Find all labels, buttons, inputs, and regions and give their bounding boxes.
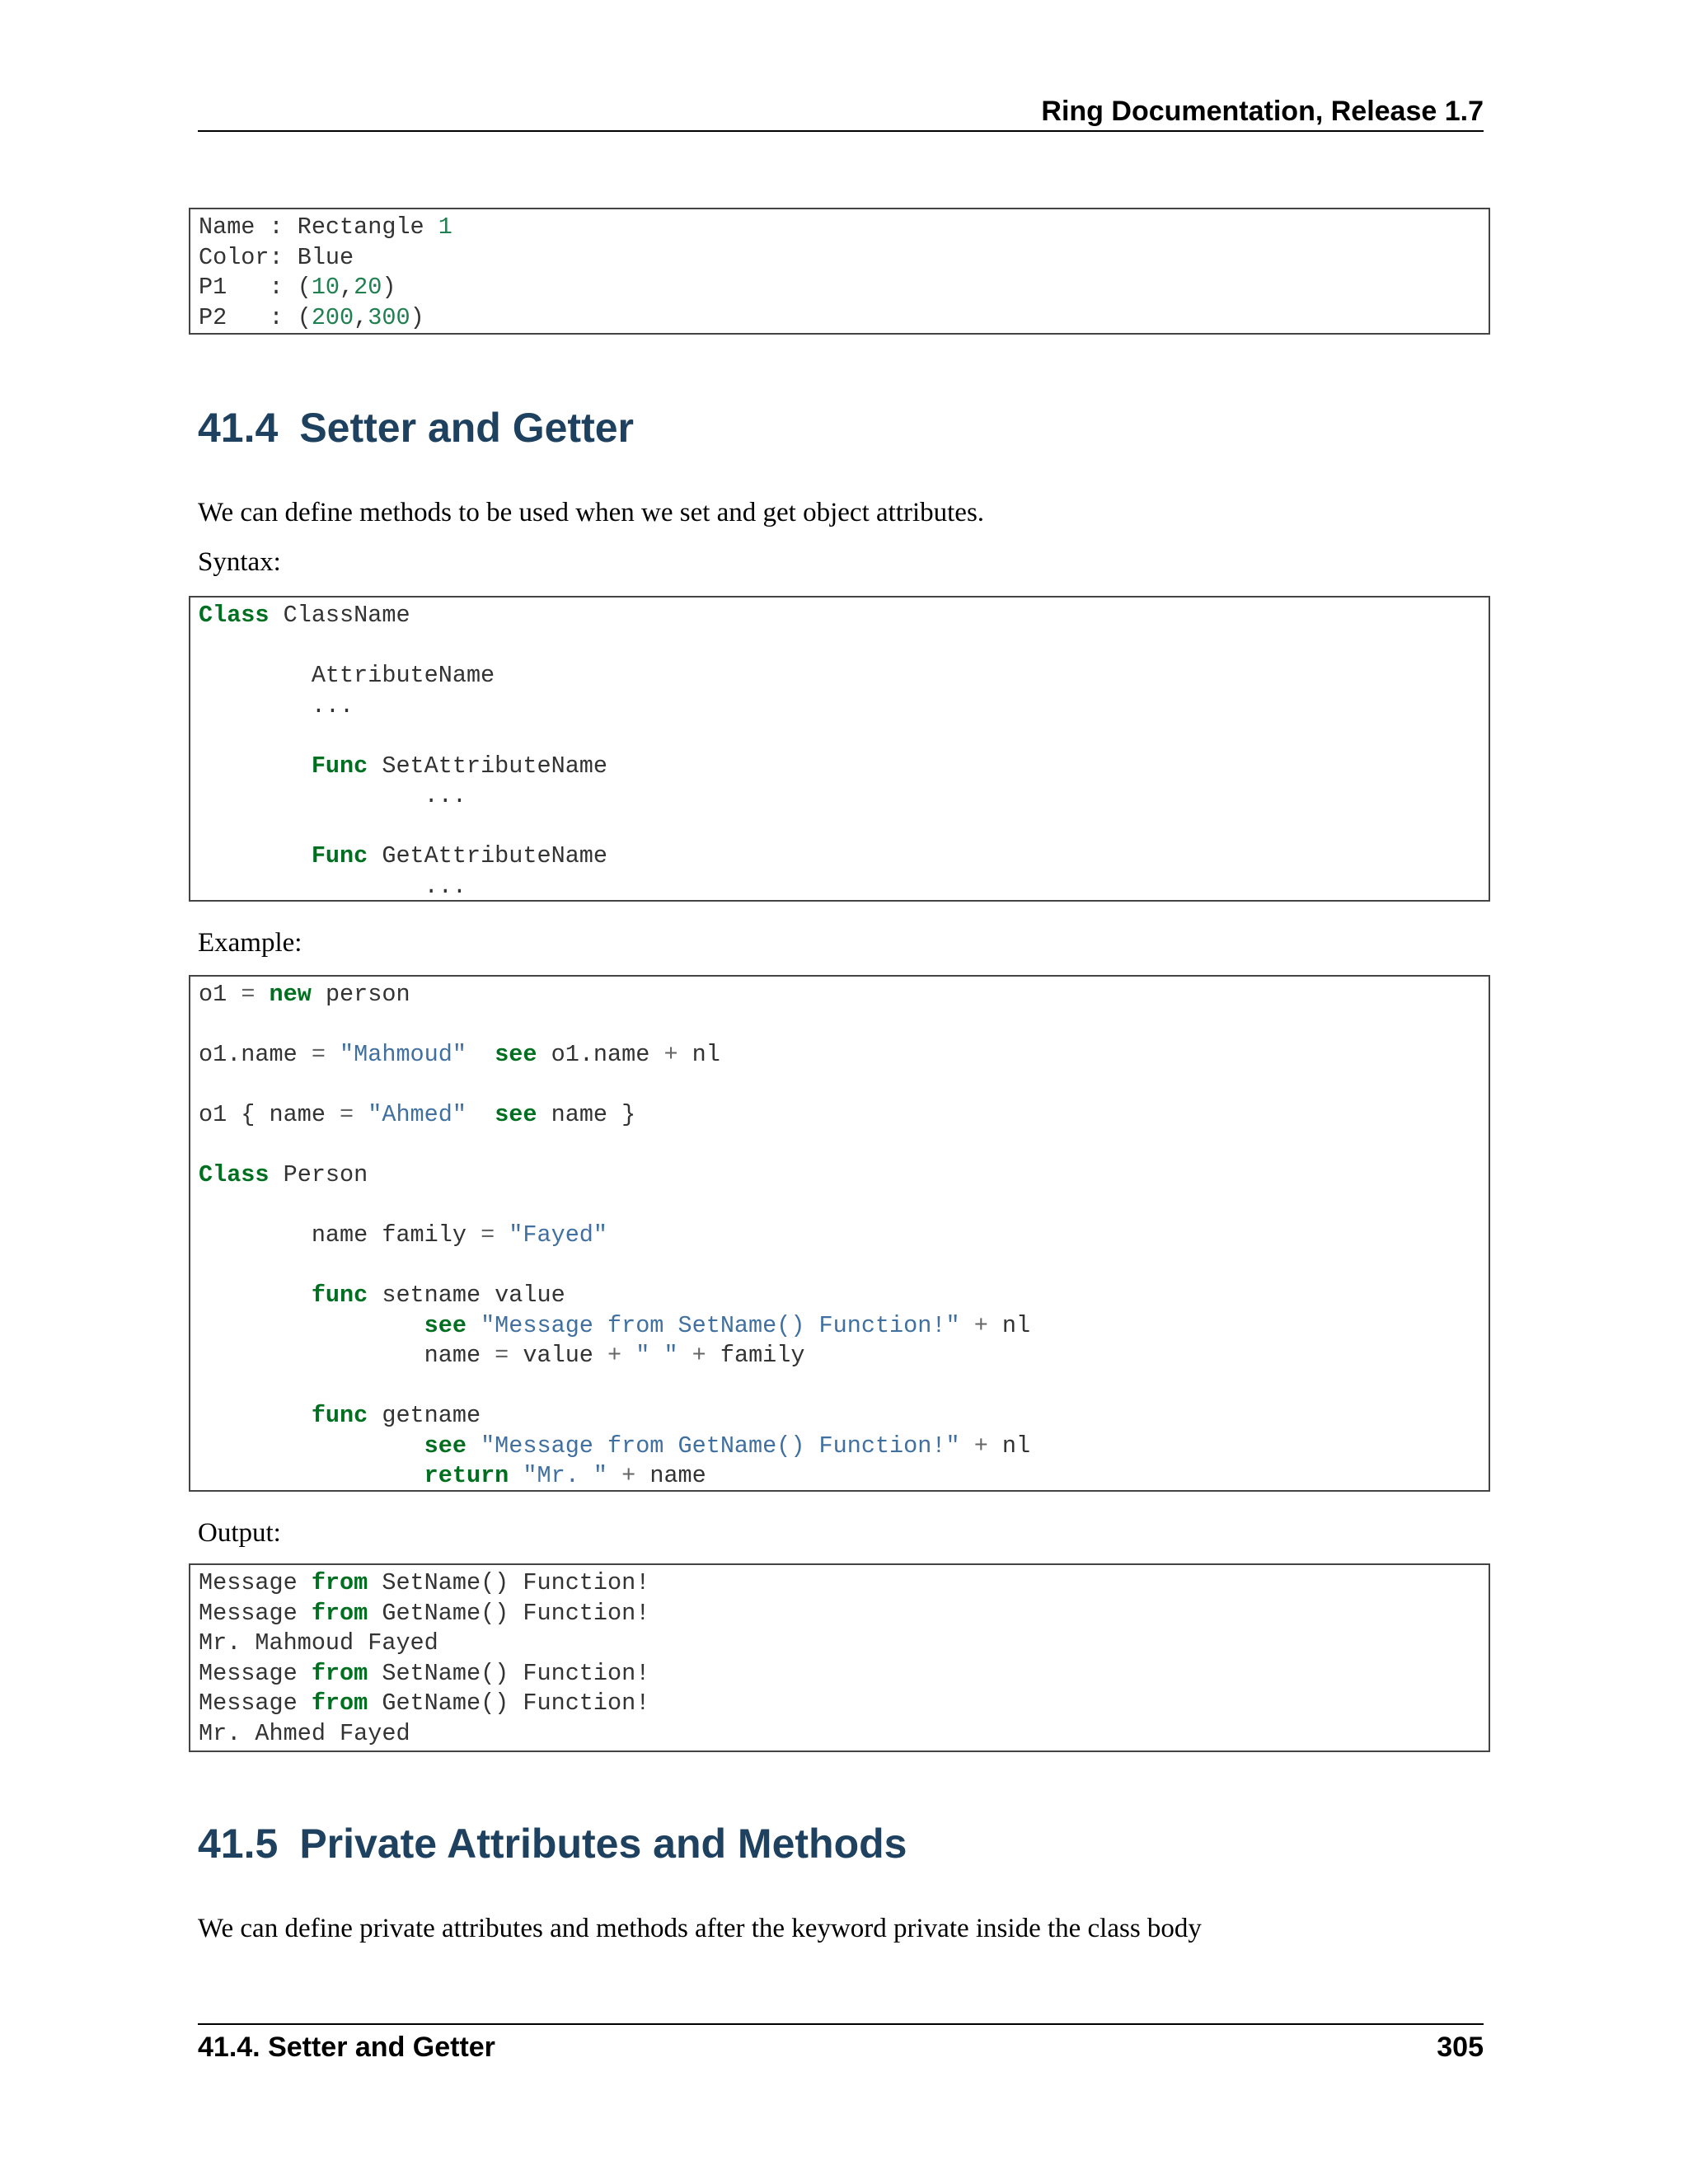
page-number: 305: [1437, 2032, 1484, 2063]
code-token: "Message from SetName() Function!": [481, 1311, 960, 1339]
section-heading-41-5: [198, 1819, 907, 1868]
code-line: [199, 661, 1480, 691]
code-block-output: [189, 1563, 1490, 1752]
code-token: Person: [269, 1161, 368, 1188]
code-token: [509, 1462, 523, 1489]
code-line: [199, 1071, 1480, 1101]
code-token: +: [973, 1432, 988, 1460]
code-token: o1: [199, 981, 241, 1008]
code-token: [199, 1432, 424, 1460]
code-token: family: [706, 1342, 805, 1369]
section-number: 41.5: [198, 1821, 279, 1867]
code-token: ,: [340, 274, 354, 301]
code-token: "Fayed": [509, 1221, 608, 1249]
code-token: ): [382, 274, 396, 301]
output-label: Output:: [198, 1518, 281, 1548]
code-token: Func: [311, 842, 368, 869]
code-token: see: [424, 1432, 467, 1460]
code-token: nl: [987, 1311, 1031, 1339]
code-token: [199, 842, 312, 869]
section-title: Setter and Getter: [299, 405, 634, 451]
code-line: [199, 980, 1480, 1010]
private-paragraph: We can define private attributes and methods after the keyword private inside the class body: [198, 1914, 1202, 1943]
code-token: ,: [354, 303, 368, 331]
intro-paragraph: We can define methods to be used when we set and get object attributes.: [198, 498, 985, 527]
code-token: person: [311, 981, 410, 1008]
code-token: Message: [199, 1659, 312, 1687]
code-line: [199, 721, 1480, 752]
code-token: GetName() Function!: [368, 1599, 650, 1627]
code-token: setname value: [368, 1282, 565, 1309]
code-token: Class: [199, 602, 270, 629]
code-token: [960, 1432, 974, 1460]
code-line: [199, 812, 1480, 842]
code-token: SetName() Function!: [368, 1659, 650, 1687]
code-token: from: [311, 1599, 368, 1627]
code-line: [199, 213, 1480, 243]
code-line: [199, 1251, 1480, 1282]
code-token: see: [424, 1311, 467, 1339]
code-token: "Message from GetName() Function!": [481, 1432, 960, 1460]
code-token: "Ahmed": [368, 1101, 467, 1128]
code-token: +: [607, 1342, 622, 1369]
code-line: [199, 631, 1480, 662]
code-token: Class: [199, 1161, 270, 1188]
code-token: Func: [311, 752, 368, 780]
code-token: [199, 1402, 312, 1429]
code-token: getname: [368, 1402, 481, 1429]
code-token: o1.name: [199, 1041, 312, 1068]
code-token: Color: Blue: [199, 243, 354, 271]
code-line: [199, 1100, 1480, 1131]
footer-section-title: 41.4. Setter and Getter: [198, 2032, 495, 2063]
code-token: ): [410, 303, 424, 331]
code-token: Message: [199, 1569, 312, 1596]
code-token: +: [973, 1311, 988, 1339]
code-token: SetName() Function!: [368, 1569, 650, 1596]
code-line: [199, 1401, 1480, 1432]
code-token: [199, 752, 312, 780]
code-token: =: [495, 1342, 509, 1369]
code-line: [199, 1160, 1480, 1191]
code-token: 200: [311, 303, 354, 331]
code-line: [199, 273, 1480, 303]
code-token: nl: [678, 1041, 720, 1068]
code-line: [199, 1371, 1480, 1402]
code-token: see: [495, 1101, 537, 1128]
code-token: [960, 1312, 974, 1339]
code-line: [199, 1461, 1480, 1492]
code-token: [255, 981, 269, 1008]
code-token: name: [635, 1462, 706, 1489]
code-line: [199, 1311, 1480, 1342]
section-heading-41-4: [198, 403, 634, 452]
code-token: from: [311, 1690, 368, 1717]
code-token: Message: [199, 1690, 312, 1717]
code-token: +: [621, 1462, 636, 1489]
code-token: GetName() Function!: [368, 1690, 650, 1717]
code-token: [467, 1312, 481, 1339]
code-block-example: [189, 975, 1490, 1492]
code-line: [199, 841, 1480, 872]
code-token: +: [692, 1342, 706, 1369]
code-token: GetAttributeName: [368, 842, 607, 869]
code-token: o1 { name: [199, 1101, 340, 1128]
code-token: name family: [199, 1221, 481, 1249]
code-line: [199, 1131, 1480, 1161]
code-token: " ": [635, 1342, 678, 1369]
code-token: from: [311, 1569, 368, 1596]
code-token: [495, 1221, 509, 1249]
code-token: [326, 1041, 340, 1068]
code-token: ClassName: [269, 602, 410, 629]
code-token: [199, 1462, 424, 1489]
code-line: [199, 1719, 1480, 1750]
code-line: [199, 1599, 1480, 1629]
code-token: +: [663, 1041, 678, 1068]
code-token: 300: [368, 303, 410, 331]
code-token: [354, 1101, 368, 1128]
section-title: Private Attributes and Methods: [299, 1821, 907, 1867]
code-line: [199, 1629, 1480, 1659]
code-token: ...: [199, 782, 467, 809]
code-line: [199, 1659, 1480, 1690]
code-line: [199, 1221, 1480, 1251]
code-token: o1.name: [537, 1041, 664, 1068]
code-token: func: [311, 1402, 368, 1429]
code-token: ...: [199, 872, 467, 900]
code-line: [199, 1281, 1480, 1311]
code-line: [199, 1568, 1480, 1599]
code-token: Mr. Ahmed Fayed: [199, 1719, 410, 1747]
code-token: [621, 1342, 635, 1369]
code-token: P2 : (: [199, 303, 312, 331]
running-footer: [198, 2023, 1484, 2064]
syntax-label: Syntax:: [198, 547, 281, 577]
example-label: Example:: [198, 928, 302, 958]
code-token: P1 : (: [199, 274, 312, 301]
code-token: func: [311, 1282, 368, 1309]
code-token: Name : Rectangle: [199, 213, 438, 241]
code-token: [199, 1312, 424, 1339]
code-line: [199, 691, 1480, 722]
code-line: [199, 1341, 1480, 1371]
code-token: =: [241, 981, 256, 1008]
code-token: see: [495, 1041, 537, 1068]
code-token: new: [269, 981, 312, 1008]
code-block-output-rectangle: [189, 208, 1490, 335]
code-token: [199, 1282, 312, 1309]
code-token: "Mr. ": [523, 1462, 608, 1489]
code-line: [199, 243, 1480, 274]
code-token: name: [199, 1342, 495, 1369]
code-token: name }: [537, 1101, 636, 1128]
code-token: from: [311, 1659, 368, 1687]
code-token: ...: [199, 691, 354, 719]
code-token: [467, 1041, 495, 1068]
code-line: [199, 1010, 1480, 1041]
code-token: [467, 1432, 481, 1460]
code-token: 20: [354, 274, 382, 301]
code-token: [467, 1101, 495, 1128]
running-header: Ring Documentation, Release 1.7: [198, 92, 1484, 132]
code-token: Mr. Mahmoud Fayed: [199, 1629, 438, 1657]
code-line: [199, 303, 1480, 334]
code-token: AttributeName: [199, 662, 495, 689]
code-token: [607, 1462, 621, 1489]
code-token: value: [509, 1342, 608, 1369]
code-token: Message: [199, 1599, 312, 1627]
code-line: [199, 1191, 1480, 1221]
code-token: =: [311, 1041, 326, 1068]
code-token: nl: [987, 1432, 1031, 1460]
code-token: SetAttributeName: [368, 752, 607, 780]
code-line: [199, 781, 1480, 812]
code-line: [199, 752, 1480, 782]
code-line: [199, 1432, 1480, 1462]
code-token: =: [481, 1221, 495, 1249]
code-token: [678, 1342, 692, 1369]
code-token: 1: [438, 213, 452, 241]
code-token: =: [340, 1101, 354, 1128]
section-number: 41.4: [198, 405, 279, 451]
code-block-syntax: [189, 596, 1490, 902]
code-line: [199, 601, 1480, 631]
code-line: [199, 1689, 1480, 1719]
code-token: 10: [311, 274, 340, 301]
code-line: [199, 872, 1480, 902]
code-token: "Mahmoud": [340, 1041, 467, 1068]
code-token: return: [424, 1462, 509, 1489]
code-line: [199, 1040, 1480, 1071]
